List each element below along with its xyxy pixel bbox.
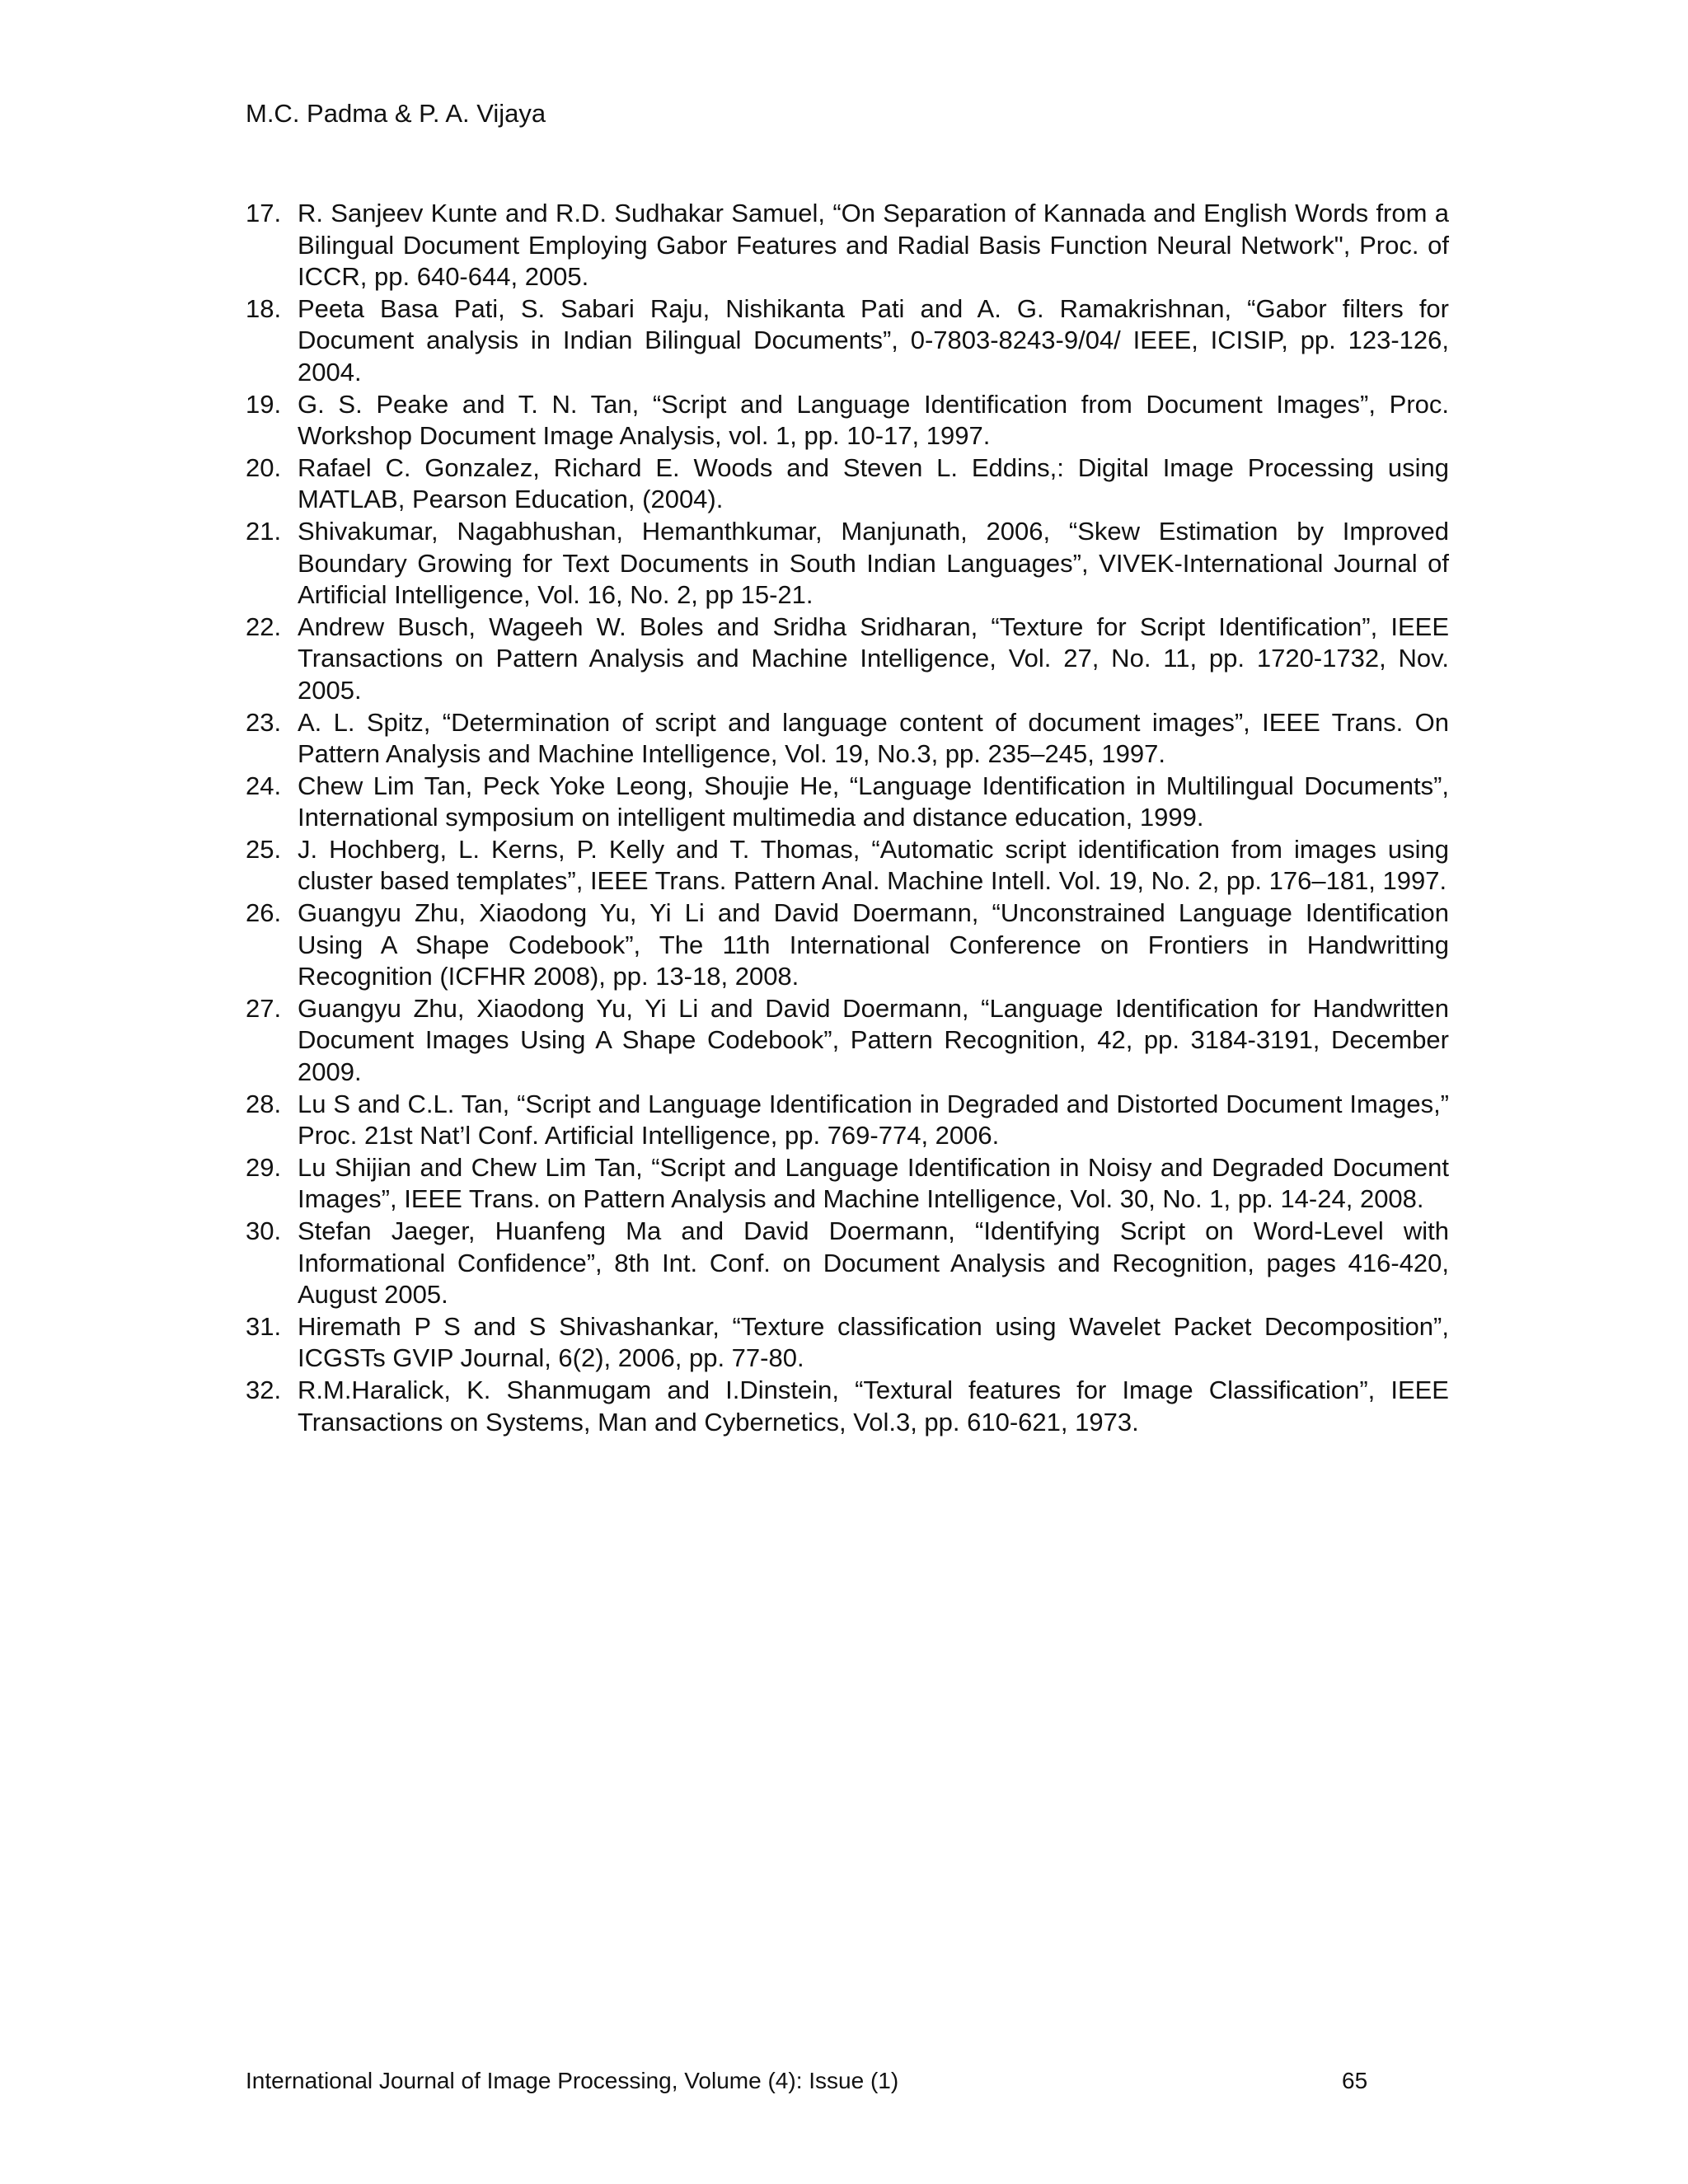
reference-text: Peeta Basa Pati, S. Sabari Raju, Nishikanta Pati and A. G. Ramakrishnan, “Gabor filters for Document analysis in Indian Bilingual Documents”, 0-7803-8243-9/04/ IEEE, ICISIP, pp. 123-126, 2004. bbox=[298, 293, 1449, 387]
reference-item bbox=[246, 198, 1449, 293]
reference-item bbox=[246, 612, 1449, 707]
reference-number: 25. bbox=[246, 834, 282, 864]
reference-item bbox=[246, 389, 1449, 452]
reference-number: 29. bbox=[246, 1152, 282, 1182]
reference-number: 32. bbox=[246, 1375, 282, 1404]
reference-item bbox=[246, 993, 1449, 1089]
reference-list bbox=[246, 198, 1449, 1438]
reference-text: R.M.Haralick, K. Shanmugam and I.Dinstein, “Textural features for Image Classification”, IEEE Transactions on Systems, Man and Cybernetics, Vol.3, pp. 610-621, 1973. bbox=[298, 1375, 1449, 1436]
reference-item bbox=[246, 1375, 1449, 1438]
reference-number: 22. bbox=[246, 612, 282, 641]
reference-text: J. Hochberg, L. Kerns, P. Kelly and T. Thomas, “Automatic script identification from images using cluster based templates”, IEEE Trans. Pattern Anal. Machine Intell. Vol. 19, No. 2, pp. 176–181, 1997. bbox=[298, 834, 1449, 896]
reference-item bbox=[246, 452, 1449, 516]
reference-number: 23. bbox=[246, 707, 282, 737]
reference-item bbox=[246, 1311, 1449, 1375]
reference-number: 21. bbox=[246, 516, 282, 546]
reference-number: 19. bbox=[246, 389, 282, 419]
reference-text: Chew Lim Tan, Peck Yoke Leong, Shoujie He, “Language Identification in Multilingual Documents”, International symposium on intelligent multimedia and distance education, 1999. bbox=[298, 771, 1449, 832]
reference-text: G. S. Peake and T. N. Tan, “Script and Language Identification from Document Images”, Proc. Workshop Document Image Analysis, vol. 1, pp. 10-17, 1997. bbox=[298, 389, 1449, 451]
reference-number: 27. bbox=[246, 993, 282, 1023]
reference-text: Hiremath P S and S Shivashankar, “Texture classification using Wavelet Packet Decomposition”, ICGSTs GVIP Journal, 6(2), 2006, pp. 77-80. bbox=[298, 1311, 1449, 1373]
reference-text: Stefan Jaeger, Huanfeng Ma and David Doermann, “Identifying Script on Word-Level with Informational Confidence”, 8th Int. Conf. on Document Analysis and Recognition, pages 416-420, August 2005. bbox=[298, 1216, 1449, 1310]
reference-item bbox=[246, 707, 1449, 771]
reference-item bbox=[246, 1152, 1449, 1216]
reference-text: Rafael C. Gonzalez, Richard E. Woods and Steven L. Eddins,: Digital Image Processing using MATLAB, Pearson Education, (2004). bbox=[298, 452, 1449, 514]
reference-item bbox=[246, 834, 1449, 898]
running-header-authors: M.C. Padma & P. A. Vijaya bbox=[246, 99, 546, 128]
reference-number: 30. bbox=[246, 1216, 282, 1245]
reference-text: Lu Shijian and Chew Lim Tan, “Script and Language Identification in Noisy and Degraded Document Images”, IEEE Trans. on Pattern Analysis and Machine Intelligence, Vol. 30, No. 1, pp. 14-24, 2008. bbox=[298, 1152, 1449, 1214]
reference-number: 20. bbox=[246, 452, 282, 482]
reference-item bbox=[246, 898, 1449, 993]
reference-text: R. Sanjeev Kunte and R.D. Sudhakar Samuel, “On Separation of Kannada and English Words from a Bilingual Document Employing Gabor Features and Radial Basis Function Neural Network", Proc. of ICCR, pp. 640-644, 2005. bbox=[298, 199, 1449, 292]
reference-number: 24. bbox=[246, 771, 282, 800]
reference-text: Shivakumar, Nagabhushan, Hemanthkumar, Manjunath, 2006, “Skew Estimation by Improved Boundary Growing for Text Documents in South Indian Languages”, VIVEK-International Journal of Artificial Intelligence, Vol. 16, No. 2, pp 15-21. bbox=[298, 516, 1449, 610]
footer-journal-title: International Journal of Image Processing, Volume (4): Issue (1) bbox=[246, 2068, 899, 2093]
reference-text: Guangyu Zhu, Xiaodong Yu, Yi Li and David Doermann, “Unconstrained Language Identification Using A Shape Codebook”, The 11th International Conference on Frontiers in Handwritting Recognition (ICFHR 2008), pp. 13-18, 2008. bbox=[298, 898, 1449, 991]
reference-item bbox=[246, 293, 1449, 389]
reference-item bbox=[246, 771, 1449, 834]
reference-number: 31. bbox=[246, 1311, 282, 1341]
reference-item bbox=[246, 1216, 1449, 1311]
reference-number: 26. bbox=[246, 898, 282, 928]
reference-item bbox=[246, 516, 1449, 612]
reference-number: 17. bbox=[246, 199, 282, 227]
reference-number: 28. bbox=[246, 1089, 282, 1118]
footer-page-number: 65 bbox=[1342, 2068, 1368, 2093]
reference-number: 18. bbox=[246, 293, 282, 323]
reference-text: Andrew Busch, Wageeh W. Boles and Sridha Sridharan, “Texture for Script Identification”, IEEE Transactions on Pattern Analysis and Machine Intelligence, Vol. 27, No. 11, pp. 1720-1732, Nov. 2005. bbox=[298, 612, 1449, 705]
reference-text: A. L. Spitz, “Determination of script and language content of document images”, IEEE Trans. On Pattern Analysis and Machine Intelligence, Vol. 19, No.3, pp. 235–245, 1997. bbox=[298, 707, 1449, 769]
reference-text: Guangyu Zhu, Xiaodong Yu, Yi Li and David Doermann, “Language Identification for Handwritten Document Images Using A Shape Codebook”, Pattern Recognition, 42, pp. 3184-3191, December 2009. bbox=[298, 993, 1449, 1087]
reference-item bbox=[246, 1089, 1449, 1152]
reference-text: Lu S and C.L. Tan, “Script and Language Identification in Degraded and Distorted Document Images,” Proc. 21st Nat’l Conf. Artificial Intelligence, pp. 769-774, 2006. bbox=[298, 1089, 1449, 1151]
